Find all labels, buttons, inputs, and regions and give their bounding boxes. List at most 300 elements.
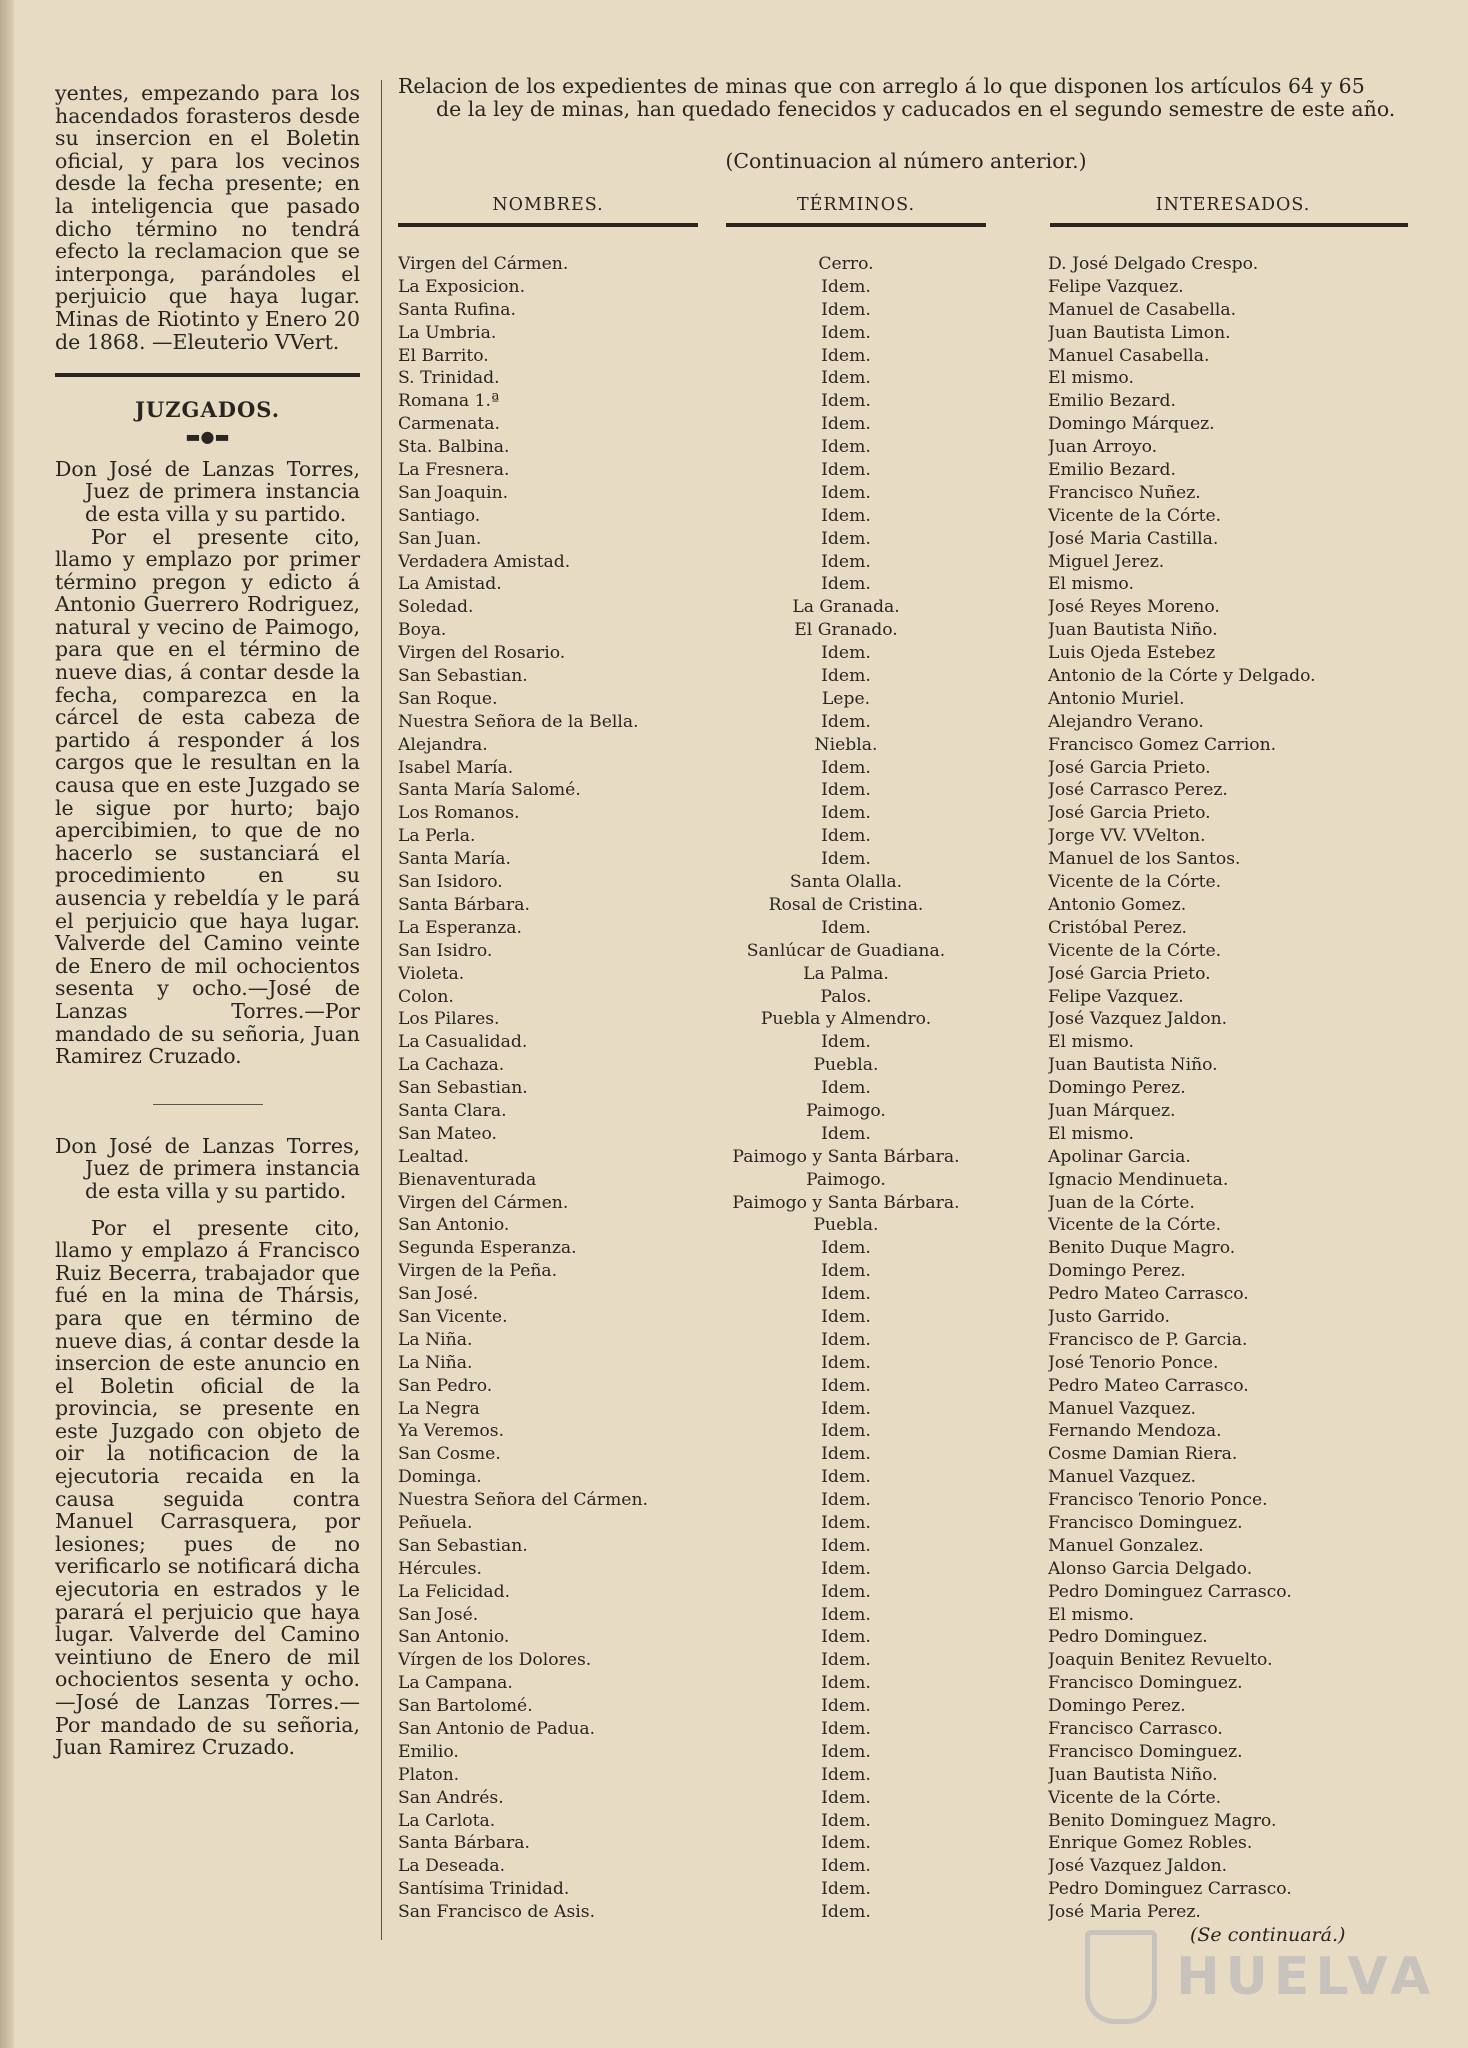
row-nombre: Santa María. [398,849,511,870]
row-termino: Idem. [821,1604,871,1625]
row-termino: Rosal de Cristina. [768,894,924,915]
row-interesado: Pedro Dominguez Carrasco. [1048,1879,1292,1900]
row-termino: Idem. [821,528,871,549]
row-interesado: Juan Bautista Niño. [1048,620,1218,641]
row-interesado: Vicente de la Córte. [1048,505,1222,526]
row-termino: Idem. [821,437,871,458]
row-nombre: Segunda Esperanza. [398,1238,577,1259]
row-termino: Puebla y Almendro. [760,1009,932,1030]
row-interesado: Ignacio Mendinueta. [1048,1169,1229,1190]
table-row [398,688,1414,711]
row-interesado: Domingo Perez. [1048,1696,1186,1717]
table-row [398,436,1414,459]
table-row [398,1146,1414,1169]
row-termino: Idem. [821,551,871,572]
continuation-paragraph: yentes, empezando para los hacendados forasteros desde su insercion en el Boletin oficial, y para los vecinos desde la fecha presente; en la inteligencia que pasado dicho término no tendrá efecto la reclamacion que se interponga, parándoles el perjuicio que haya lugar. Minas de Riotinto y Enero 20 de 1868. —Eleuterio VVert. [55,81,360,354]
row-interesado: Francisco Carrasco. [1048,1719,1223,1739]
row-nombre: La Esperanza. [398,917,522,938]
row-interesado: Juan Arroyo. [1048,437,1158,458]
row-termino: Idem. [821,1398,871,1419]
row-termino: Idem. [821,1535,871,1556]
row-interesado: Manuel Casabella. [1048,345,1210,366]
table-row [398,940,1414,963]
row-nombre: San Pedro. [398,1375,493,1396]
table-body [398,253,1414,1924]
row-nombre: San Sebastian. [398,1535,528,1556]
table-row [398,642,1414,665]
table-row [398,1466,1414,1489]
header-interesados: INTERESADOS. [1155,195,1311,215]
header-rule [1050,223,1408,227]
row-interesado: Luis Ojeda Estebez [1048,643,1216,664]
row-interesado: Benito Duque Magro. [1048,1238,1236,1259]
row-interesado: Fernando Mendoza. [1048,1421,1222,1442]
table-row [398,1031,1414,1054]
row-nombre: Bienaventurada [398,1169,537,1190]
row-interesado: José Carrasco Perez. [1048,780,1228,801]
row-termino: Idem. [821,1467,871,1488]
table-row [398,711,1414,734]
row-termino: Idem. [821,460,871,481]
row-nombre: Sta. Balbina. [398,437,510,458]
row-nombre: Verdadera Amistad. [398,551,571,572]
row-nombre: San Mateo. [398,1123,497,1144]
header-nombres: NOMBRES. [492,195,604,215]
row-interesado: Jorge VV. VVelton. [1048,826,1206,847]
table-row [398,573,1414,596]
row-termino: Idem. [821,711,871,732]
row-termino: Lepe. [821,688,871,709]
row-termino: Idem. [821,1764,871,1785]
row-nombre: Los Romanos. [398,803,520,824]
table-row [398,322,1414,345]
notice1-heading: Don José de Lanzas Torres, Juez de primera instancia de esta villa y su partido. [55,456,360,526]
table-header [398,195,1414,235]
row-termino: Idem. [821,1810,871,1831]
table-row [398,413,1414,436]
row-termino: Paimogo y Santa Bárbara. [732,1192,960,1213]
row-termino: Idem. [821,780,871,801]
header-rule [726,223,986,227]
row-termino: Idem. [821,1032,871,1053]
row-interesado: José Garcia Prieto. [1048,963,1211,984]
table-row [398,1398,1414,1421]
row-nombre: Nuestra Señora del Cármen. [398,1490,648,1511]
row-nombre: S. Trinidad. [398,368,500,389]
table-row [398,779,1414,802]
coat-of-arms-icon [1085,1930,1157,2024]
row-nombre: La Felicidad. [398,1581,511,1602]
row-interesado: Domingo Perez. [1048,1261,1186,1282]
row-termino: Idem. [821,1375,871,1396]
title-line-2: de la ley de minas, han quedado fenecidos y caducados en el segundo semestre de este año. [436,97,1396,121]
table-row [398,665,1414,688]
row-nombre: Platon. [398,1764,460,1785]
row-nombre: Los Pilares. [398,1009,500,1030]
row-nombre: Ya Veremos. [398,1421,505,1442]
row-termino: Idem. [821,1719,871,1739]
row-nombre: San José. [398,1284,479,1305]
divider [153,1104,263,1105]
row-interesado: José Reyes Moreno. [1048,597,1220,618]
table-row [398,802,1414,825]
row-termino: Idem. [821,1650,871,1671]
notice1-body: Por el presente cito, llamo y emplazo por primer término pregon y edicto á Antonio Guerrero Rodriguez, natural y vecino de Paimogo, para que en el término de nueve dias, á contar desde la fecha, comparezca en la cárcel de esta cabeza de partido á responder á los cargos que le resultan en la causa que en este Juzgado se le sigue por hurto; bajo apercibimien, to que de no hacerlo se sustanciará el procedimiento en su ausencia y rebeldía y le pará el perjuicio que haya lugar. Valverde del Camino veinte de Enero de mil ochocientos sesenta y ocho.—José de Lanzas Torres.—Por mandado de su señoria, Juan Ramirez Cruzado. [55,524,360,1069]
row-nombre: La Niña. [398,1329,473,1350]
row-termino: Idem. [821,1512,871,1533]
row-interesado: Pedro Dominguez Carrasco. [1048,1581,1292,1602]
row-interesado: Emilio Bezard. [1048,391,1176,412]
row-nombre: San Vicente. [398,1306,508,1327]
row-termino: Puebla. [813,1055,879,1076]
row-termino: Idem. [821,1329,871,1350]
table-row [398,734,1414,757]
row-interesado: Justo Garrido. [1048,1306,1170,1327]
table-row [398,917,1414,940]
row-termino: Idem. [821,757,871,778]
row-nombre: Virgen de la Peña. [398,1261,558,1282]
table-row [398,894,1414,917]
table-row [398,1878,1414,1901]
row-termino: Idem. [821,1581,871,1602]
row-interesado: Juan Bautista Niño. [1048,1055,1218,1076]
row-nombre: San José. [398,1604,479,1625]
table-row [398,1443,1414,1466]
row-termino: Idem. [821,1696,871,1717]
row-interesado: Joaquin Benitez Revuelto. [1048,1650,1273,1671]
table-row [398,1329,1414,1352]
table-row [398,1672,1414,1695]
row-interesado: Antonio Muriel. [1048,688,1185,709]
table-row [398,757,1414,780]
row-nombre: La Carlota. [398,1810,496,1831]
table-row [398,482,1414,505]
row-nombre: Santa María Salomé. [398,780,581,801]
row-nombre: San Francisco de Asis. [398,1902,596,1923]
row-termino: Idem. [821,391,871,412]
row-interesado: José Tenorio Ponce. [1048,1352,1219,1373]
left-column [55,82,360,1759]
row-nombre: San Antonio de Padua. [398,1719,596,1739]
table-row [398,1352,1414,1375]
row-interesado: José Vazquez Jaldon. [1048,1009,1228,1030]
row-interesado: Enrique Gomez Robles. [1048,1833,1253,1854]
row-nombre: Nuestra Señora de la Bella. [398,711,639,732]
table-row [398,848,1414,871]
header-rule [398,223,698,227]
right-column [398,75,1414,1924]
row-interesado: Francisco Dominguez. [1048,1673,1243,1694]
row-interesado: José Garcia Prieto. [1048,757,1211,778]
row-nombre: Santa Clara. [398,1100,507,1121]
table-row [398,1901,1414,1924]
row-termino: Paimogo. [806,1100,886,1121]
row-interesado: Francisco Dominguez. [1048,1512,1243,1533]
row-termino: Idem. [821,1078,871,1099]
table-row [398,1604,1414,1627]
row-termino: Idem. [821,1261,871,1282]
table-row [398,1260,1414,1283]
header-terminos: TÉRMINOS. [796,195,916,215]
row-nombre: Virgen del Cármen. [398,254,569,274]
row-interesado: Manuel Vazquez. [1048,1398,1197,1419]
continuation-note: (Se continuará.) [1190,1924,1346,1946]
table-row [398,1855,1414,1878]
notice2-heading: Don José de Lanzas Torres, Juez de primera instancia de esta villa y su partido. [55,1133,360,1203]
row-interesado: Apolinar Garcia. [1048,1146,1191,1167]
row-nombre: San Andrés. [398,1787,504,1808]
row-nombre: La Fresnera. [398,460,510,481]
table-row [398,1192,1414,1215]
table-row [398,1626,1414,1649]
row-nombre: Santiago. [398,505,481,526]
row-nombre: Violeta. [398,963,465,984]
row-nombre: La Amistad. [398,574,502,595]
table-row [398,1558,1414,1581]
row-interesado: Vicente de la Córte. [1048,940,1222,961]
table-row [398,1123,1414,1146]
row-termino: Idem. [821,1306,871,1327]
row-nombre: Dominga. [398,1467,482,1488]
table-row [398,367,1414,390]
table-row [398,551,1414,574]
row-nombre: Virgen del Rosario. [398,643,566,664]
row-nombre: Virgen del Cármen. [398,1192,569,1213]
table-row [398,276,1414,299]
row-termino: Idem. [821,849,871,870]
subtitle: (Continuacion al número anterior.) [725,149,1087,173]
table-row [398,1741,1414,1764]
table-row [398,299,1414,322]
row-interesado: Felipe Vazquez. [1048,986,1184,1007]
row-termino: Cerro. [818,254,874,274]
row-interesado: Felipe Vazquez. [1048,276,1184,297]
row-nombre: San Isidoro. [398,872,503,893]
row-interesado: José Maria Castilla. [1048,528,1219,549]
row-nombre: San Bartolomé. [398,1696,533,1717]
row-termino: Idem. [821,1856,871,1877]
table-row [398,1810,1414,1833]
row-nombre: Carmenata. [398,414,501,435]
row-termino: Niebla. [814,734,878,755]
table-row [398,986,1414,1009]
row-termino: Idem. [821,505,871,526]
row-termino: Idem. [821,1787,871,1808]
row-nombre: La Exposicion. [398,276,526,297]
row-nombre: Santa Rufina. [398,299,516,320]
title-line-1: Relacion de los expedientes de minas que con arreglo á lo que disponen los artículos 64 y 65 [398,74,1365,98]
row-termino: Idem. [821,1741,871,1762]
row-nombre: Santa Bárbara. [398,894,530,915]
page-edge [0,0,14,2048]
notice2-body: Por el presente cito, llamo y emplazo á Francisco Ruiz Becerra, trabajador que fué en la mina de Thársis, para que en término de nueve dias, á contar desde la insercion de este anuncio en el Boletin oficial de la provincia, se presente en este Juzgado con objeto de oir la notificacion de la ejecutoria recaida en la causa seguida contra Manuel Carrasquera, por lesiones; pues de no verificarlo se notificará dicha ejecutoria en estrados y le parará el perjuicio que haya lugar. Valverde del Camino veintiuno de Enero de mil ochocientos sesenta y ocho.—José de Lanzas Torres.—Por mandado de su señoria, Juan Ramirez Cruzado. [55,1215,360,1760]
row-nombre: La Niña. [398,1352,473,1373]
list-title [398,75,1414,121]
row-interesado: D. José Delgado Crespo. [1048,254,1259,274]
row-interesado: Vicente de la Córte. [1048,872,1222,893]
row-termino: Idem. [821,826,871,847]
row-nombre: San Roque. [398,688,498,709]
table-row [398,345,1414,368]
row-nombre: San Sebastian. [398,1078,528,1099]
row-interesado: Cosme Damian Riera. [1048,1444,1238,1465]
row-termino: La Palma. [803,963,889,984]
row-termino: Puebla. [813,1215,879,1236]
row-nombre: Emilio. [398,1741,459,1762]
row-interesado: Francisco de P. Garcia. [1048,1329,1248,1350]
row-termino: Idem. [821,299,871,320]
row-interesado: Manuel Vazquez. [1048,1467,1197,1488]
row-interesado: José Maria Perez. [1048,1902,1201,1923]
table-row [398,1237,1414,1260]
ornament: ▬●▬ [185,426,230,446]
table-row [398,1169,1414,1192]
row-nombre: San Antonio. [398,1215,510,1236]
row-termino: Idem. [821,1879,871,1900]
table-row [398,1512,1414,1535]
row-nombre: Lealtad. [398,1146,469,1167]
row-termino: Sanlúcar de Guadiana. [746,940,946,961]
row-nombre: Alejandra. [398,734,488,755]
row-nombre: San Joaquin. [398,482,509,503]
row-nombre: Santa Bárbara. [398,1833,530,1854]
row-termino: Idem. [821,917,871,938]
row-termino: Idem. [821,1421,871,1442]
row-nombre: Peñuela. [398,1512,473,1533]
table-row [398,1581,1414,1604]
row-interesado: Domingo Márquez. [1048,414,1215,435]
row-termino: Idem. [821,666,871,687]
row-nombre: Isabel María. [398,757,514,778]
row-termino: La Granada. [792,597,900,618]
table-row [398,619,1414,642]
table-row [398,528,1414,551]
divider [55,373,360,377]
row-interesado: Juan Bautista Limon. [1048,322,1231,343]
watermark [1085,1930,1436,2024]
table-row [398,1420,1414,1443]
row-interesado: Domingo Perez. [1048,1078,1186,1099]
table-row [398,1649,1414,1672]
row-termino: Idem. [821,574,871,595]
row-interesado: Francisco Nuñez. [1048,482,1201,503]
row-termino: Palos. [820,986,872,1007]
row-interesado: Vicente de la Córte. [1048,1787,1222,1808]
row-interesado: Juan Bautista Niño. [1048,1764,1218,1785]
row-nombre: Boya. [398,620,447,641]
row-interesado: Benito Dominguez Magro. [1048,1810,1277,1831]
table-row [398,1306,1414,1329]
watermark-text: HUELVA [1176,1947,1437,2007]
row-interesado: El mismo. [1048,1123,1134,1144]
row-interesado: El mismo. [1048,1604,1134,1625]
column-divider [381,80,382,1940]
table-row [398,1100,1414,1123]
row-nombre: San Isidro. [398,940,493,961]
row-nombre: Hércules. [398,1558,483,1579]
row-termino: Idem. [821,803,871,824]
row-interesado: Antonio Gomez. [1048,894,1187,915]
row-interesado: Miguel Jerez. [1048,551,1165,572]
row-interesado: José Vazquez Jaldon. [1048,1856,1228,1877]
row-termino: Idem. [821,414,871,435]
row-interesado: Alejandro Verano. [1048,711,1204,732]
row-termino: Idem. [821,643,871,664]
row-termino: El Granado. [794,620,898,641]
row-termino: Paimogo. [806,1169,886,1190]
row-nombre: Soledad. [398,597,474,618]
row-termino: Idem. [821,276,871,297]
row-nombre: Vírgen de los Dolores. [398,1650,592,1671]
table-row [398,390,1414,413]
row-termino: Idem. [821,1558,871,1579]
row-interesado: Alonso Garcia Delgado. [1048,1558,1253,1579]
table-row [398,1695,1414,1718]
table-row [398,596,1414,619]
row-termino: Idem. [821,1627,871,1648]
table-row [398,1375,1414,1398]
row-nombre: La Negra [398,1398,480,1419]
row-termino: Idem. [821,482,871,503]
table-row [398,1489,1414,1512]
row-interesado: Pedro Dominguez. [1048,1627,1208,1648]
row-termino: Idem. [821,1238,871,1259]
row-nombre: San Antonio. [398,1627,510,1648]
table-row [398,505,1414,528]
row-interesado: Francisco Dominguez. [1048,1741,1243,1762]
table-row [398,253,1414,276]
row-nombre: La Cachaza. [398,1055,505,1076]
row-interesado: Manuel de Casabella. [1048,299,1237,320]
table-row [398,1054,1414,1077]
row-nombre: Romana 1.ª [398,391,500,412]
table-row [398,963,1414,986]
row-interesado: Pedro Mateo Carrasco. [1048,1284,1249,1305]
row-nombre: San Juan. [398,528,482,549]
row-termino: Paimogo y Santa Bárbara. [732,1146,960,1167]
row-nombre: El Barrito. [398,345,489,366]
table-row [398,825,1414,848]
row-interesado: Pedro Mateo Carrasco. [1048,1375,1249,1396]
row-interesado: El mismo. [1048,368,1134,389]
row-nombre: Colon. [398,986,454,1007]
row-nombre: San Sebastian. [398,666,528,687]
table-row [398,1008,1414,1031]
row-interesado: Cristóbal Perez. [1048,917,1188,938]
table-row [398,1718,1414,1741]
table-row [398,1832,1414,1855]
row-nombre: La Casualidad. [398,1032,528,1053]
row-termino: Idem. [821,1902,871,1923]
row-termino: Idem. [821,1284,871,1305]
row-interesado: Francisco Tenorio Ponce. [1048,1490,1268,1511]
row-nombre: La Deseada. [398,1856,506,1877]
row-termino: Idem. [821,1833,871,1854]
row-termino: Santa Olalla. [789,872,903,893]
row-nombre: La Campana. [398,1673,513,1694]
row-interesado: Francisco Gomez Carrion. [1048,734,1277,755]
row-interesado: El mismo. [1048,574,1134,595]
row-interesado: Manuel Gonzalez. [1048,1535,1204,1556]
row-termino: Idem. [821,1490,871,1511]
row-termino: Idem. [821,1352,871,1373]
row-termino: Idem. [821,345,871,366]
row-nombre: La Perla. [398,826,476,847]
table-row [398,1214,1414,1237]
row-nombre: Santísima Trinidad. [398,1879,570,1900]
row-termino: Idem. [821,1444,871,1465]
table-row [398,1787,1414,1810]
